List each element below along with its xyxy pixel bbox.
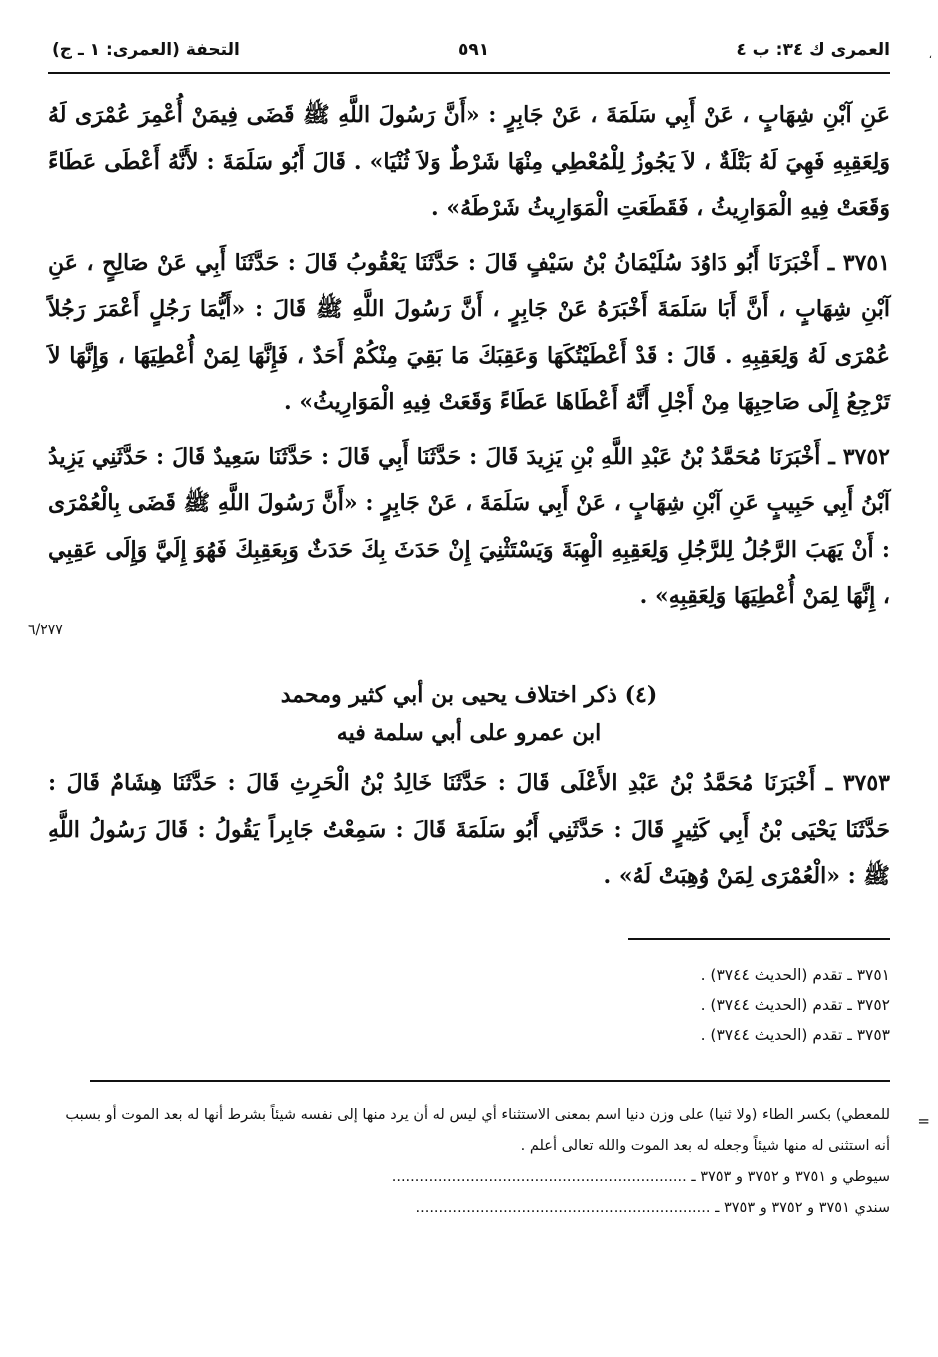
header-rule [48, 72, 890, 74]
main-text [48, 92, 890, 620]
footnote-rule [90, 1080, 890, 1082]
section-heading-line2: ابن عمرو على أبي سلمة فيه [336, 720, 602, 746]
running-header-left: التحفة (العمرى: ١ ـ ج) [52, 40, 240, 60]
dotted-leader: ................................................................ [391, 1169, 687, 1185]
section-heading-line1: (٤) ذكر اختلاف يحيى بن أبي كثير ومحمد [280, 682, 658, 708]
footnote-ref-sindi-text: سندي ٣٧٥١ و ٣٧٥٢ و ٣٧٥٣ ـ [715, 1200, 890, 1216]
footnote [48, 1100, 930, 1224]
hadith-3751: ٣٧٥١ ـ أَخْبَرَنَا أَبُو دَاوُدَ سُلَيْمَانُ بْنُ سَيْفٍ قَالَ : حَدَّثَنَا يَعْقُوبُ قَالَ : حَدَّثَنَا أَبِي عَنْ صَالِحٍ ، عَنِ آبْنِ شِهَابٍ ، أَنَّ أَبَا سَلَمَةَ أَخْبَرَهُ عَنْ جَابِرٍ ، أَنَّ رَسُولَ اللَّهِ ﷺ قَالَ : «أَيُّمَا رَجُلٍ أَعْمَرَ رَجُلاً عُمْرَى لَهُ وَلِعَقِبِهِ . قَالَ : قَدْ أَعْطَيْتُكَهَا وَعَقِبَكَ مَا بَقِيَ مِنْكُمْ أَحَدٌ ، فَإِنَّهَا لِمَنْ أُعْطِيَهَا ، وَإِنَّهَا لاَ تَرْجِعُ إِلَى صَاحِبِهَا مِنْ أَجْلِ أَنَّهُ أَعْطَاهَا عَطَاءً وَقَعَتْ فِيهِ الْمَوَارِيثُ» . [48, 249, 891, 415]
section-heading [48, 676, 890, 752]
footnote-ref-suyuti-text: سيوطي و ٣٧٥١ و ٣٧٥٢ و ٣٧٥٣ ـ [691, 1169, 890, 1185]
note-3753: ٣٧٥٣ ـ تقدم (الحديث ٣٧٤٤) . [700, 1026, 890, 1044]
note-3751: ٣٧٥١ ـ تقدم (الحديث ٣٧٤٤) . [700, 966, 890, 984]
hadith-3753: ٣٧٥٣ ـ أَخْبَرَنَا مُحَمَّدُ بْنُ عَبْدِ الأَعْلَى قَالَ : حَدَّثَنَا خَالِدُ بْنُ الْحَرِثِ قَالَ : حَدَّثَنَا هِشَامٌ قَالَ : حَدَّثَنَا يَحْيَى بْنُ أَبِي كَثِيرٍ قَالَ : حَدَّثَنِي أَبُو سَلَمَةَ قَالَ : سَمِعْتُ جَابِراً يَقُولُ : قَالَ رَسُولُ اللَّهِ ﷺ : «الْعُمْرَى لِمَنْ وُهِبَتْ لَهُ» . [48, 770, 890, 889]
notes-rule [628, 938, 890, 940]
page-number: ٥٩١ [458, 40, 490, 60]
running-header-right: العمرى ك ٣٤: ب ٤ [736, 40, 890, 60]
footnote-ref-sindi [48, 1193, 890, 1224]
footnote-ref-suyuti [48, 1162, 890, 1193]
margin-page-ref: ٦/٢٧٧ [28, 622, 63, 638]
hadith-3752: ٣٧٥٢ ـ أَخْبَرَنَا مُحَمَّدُ بْنُ عَبْدِ اللَّهِ بْنِ يَزِيدَ قَالَ : حَدَّثَنَا أَبِي قَالَ : حَدَّثَنَا سَعِيدٌ قَالَ : حَدَّثَنِي يَزِيدُ آبْنُ أَبِي حَبِيبٍ عَنِ آبْنِ شِهَابٍ ، عَنْ أَبِي سَلَمَةَ ، عَنْ جَابِرٍ : «أَنَّ رَسُولَ اللَّهِ ﷺ قَضَى بِالْعُمْرَى : أَنْ يَهَبَ الرَّجُلُ لِلرَّجُلِ وَلِعَقِبِهِ الْهِبَةَ وَيَسْتَثْنِيَ إِنْ حَدَثَ بِكَ حَدَثٌ وَبِعَقِبِكَ فَهُوَ إِلَيَّ وَإِلَى عَقِبِي ، إِنَّهَا لِمَنْ أُعْطِيَهَا وَلِعَقِبِهِ» . [48, 443, 890, 609]
footnote-marker: = [917, 1112, 930, 1130]
dotted-leader: ................................................................ [415, 1200, 711, 1216]
takhrij-notes [48, 960, 890, 1050]
note-3752: ٣٧٥٢ ـ تقدم (الحديث ٣٧٤٤) . [700, 996, 890, 1014]
hadith-continuation: عَنِ آبْنِ شِهَابٍ ، عَنْ أَبِي سَلَمَةَ ، عَنْ جَابِرٍ : «أَنَّ رَسُولَ اللَّهِ ﷺ قَضَى فِيمَنْ أُعْمِرَ عُمْرَى لَهُ وَلِعَقِبِهِ فَهِيَ لَهُ بَتْلَةٌ ، لاَ يَجُوزُ لِلْمُعْطِي مِنْهَا شَرْطٌ وَلاَ ثُنْيَا» . قَالَ أَبُو سَلَمَةَ : لأَنَّهُ أَعْطَى عَطَاءً وَقَعَتْ فِيهِ الْمَوَارِيثُ ، فَقَطَعَتِ الْمَوَارِيثُ شَرْطَهُ» . [48, 102, 890, 221]
margin-tick: ، [928, 50, 932, 61]
footnote-text: للمعطي) بكسر الطاء (ولا ثنيا) على وزن دنيا اسم بمعنى الاستثناء أي ليس له أن يرد منها إلى نفسه شيئاً بشرط أنها له بعد الموت أو بسبب أنه استثنى له منها شيئاً وجعله له بعد الموت والله تعالى أعلم . [65, 1107, 890, 1154]
main-text-2 [48, 760, 890, 900]
